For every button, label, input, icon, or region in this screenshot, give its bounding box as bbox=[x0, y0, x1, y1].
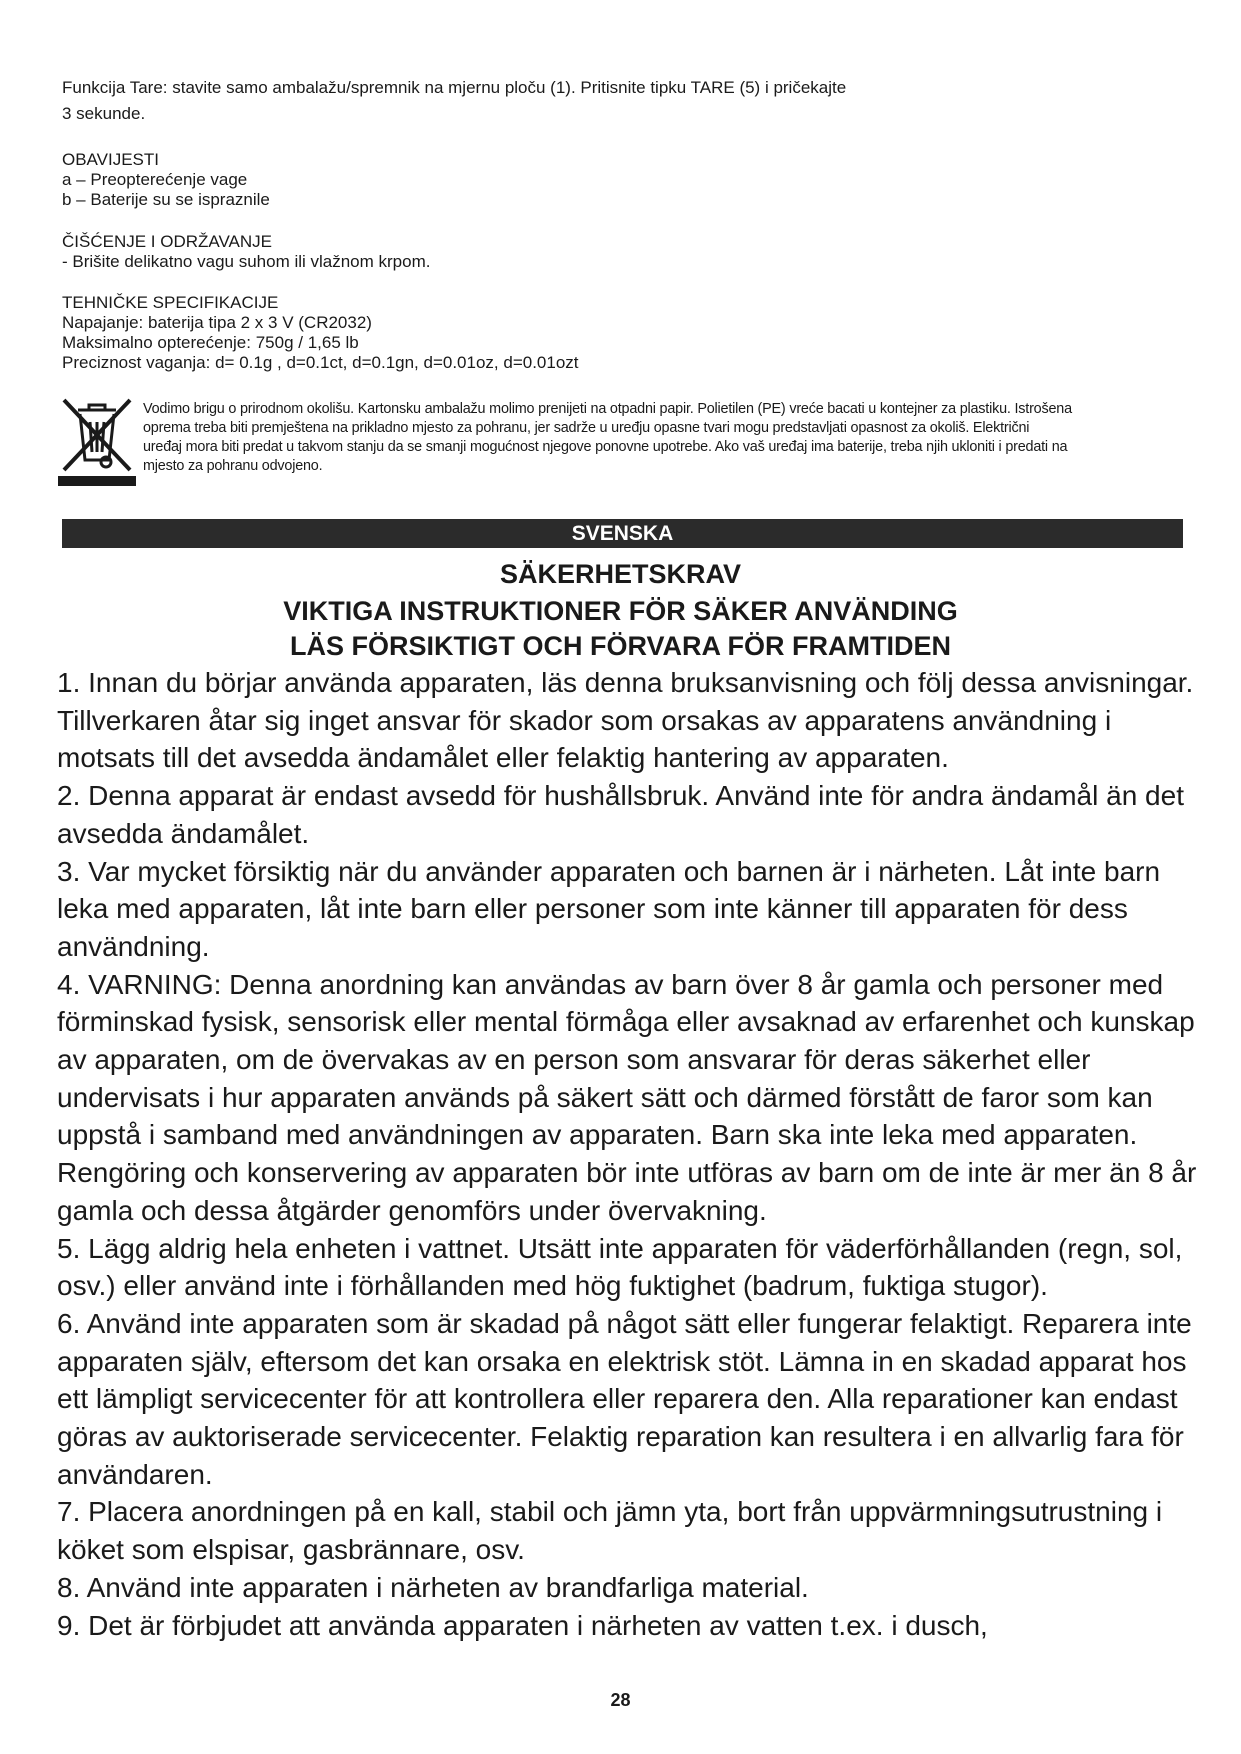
spec-load: Maksimalno opterećenje: 750g / 1,65 lb bbox=[62, 333, 359, 352]
weee-line-3: uređaj mora biti predat u takvom stanju da se smanji mogućnost njegove ponovne upotrebe. Ako vaš uređaj ima baterije, treba njih ukloniti i predati na bbox=[143, 439, 1068, 455]
spec-precision: Preciznost vaganja: d= 0.1g , d=0.1ct, d=0.1gn, d=0.01oz, d=0.01ozt bbox=[62, 353, 579, 372]
cleaning-text: - Brišite delikatno vagu suhom ili vlažnom krpom. bbox=[62, 252, 431, 271]
notice-a: a – Preopterećenje vage bbox=[62, 170, 248, 189]
crossed-bin-icon bbox=[58, 396, 136, 488]
body-line: motsats till det avsedda ändamålet eller felaktig hantering av apparaten. bbox=[57, 742, 949, 774]
body-line: 1. Innan du börjar använda apparaten, läs denna bruksanvisning och följ dessa anvisningar. bbox=[57, 667, 1194, 698]
cleaning-title: ČIŠĆENJE I ODRŽAVANJE bbox=[62, 232, 273, 251]
heading-important-instructions: VIKTIGA INSTRUKTIONER FÖR SÄKER ANVÄNDING bbox=[283, 596, 958, 626]
body-line: göras av auktoriserade servicecenter. Felaktig reparation kan resultera i en allvarlig fara för bbox=[57, 1421, 1184, 1453]
body-line: Rengöring och konservering av apparaten bör inte utföras av barn om de inte är mer än 8 år bbox=[57, 1157, 1197, 1189]
page-number: 28 bbox=[610, 1690, 631, 1710]
body-line: gamla och dessa åtgärder genomförs under övervakning. bbox=[57, 1194, 767, 1226]
body-line: 6. Använd inte apparaten som är skadad på något sätt eller fungerar felaktigt. Reparera inte bbox=[57, 1307, 1192, 1339]
body-line: 3. Var mycket försiktig när du använder apparaten och barnen är i närheten. Låt inte barn bbox=[57, 855, 1161, 887]
body-line: ett lämpligt servicecenter för att kontrollera eller reparera den. Alla reparationer kan endast bbox=[57, 1383, 1178, 1415]
safety-instructions-body bbox=[57, 664, 1207, 1644]
body-line: uppstå i samband med användningen av apparaten. Barn ska inte leka med apparaten. bbox=[57, 1119, 1138, 1151]
heading-safety-requirements: SÄKERHETSKRAV bbox=[499, 559, 742, 589]
body-line: 9. Det är förbjudet att använda apparaten i närheten av vatten t.ex. i dusch, bbox=[57, 1609, 988, 1641]
body-line: apparaten själv, eftersom det kan orsaka en elektrisk stöt. Lämna in en skadad apparat hos bbox=[57, 1345, 1187, 1377]
weee-line-4: mjesto za pohranu odvojeno. bbox=[143, 458, 323, 474]
body-line: 5. Lägg aldrig hela enheten i vattnet. Utsätt inte apparaten för väderförhållanden (regn, sol, bbox=[57, 1232, 1183, 1264]
spec-power: Napajanje: baterija tipa 2 x 3 V (CR2032) bbox=[62, 313, 372, 332]
body-line: användning. bbox=[57, 930, 210, 962]
body-line: Tillverkaren åtar sig inget ansvar för skador som orsakas av apparatens användning i bbox=[57, 704, 1112, 736]
body-line: undervisats i hur apparaten används på säkert sätt och därmed förstått de faror som kan bbox=[57, 1081, 1153, 1113]
body-line: 2. Denna apparat är endast avsedd för hushållsbruk. Använd inte för andra ändamål än det bbox=[57, 780, 1184, 812]
body-line: köket som elspisar, gasbrännare, osv. bbox=[57, 1534, 525, 1566]
notice-b: b – Baterije su se ispraznile bbox=[62, 190, 270, 209]
language-section-bar: SVENSKA bbox=[62, 519, 1183, 548]
body-line: 4. VARNING: Denna anordning kan användas av barn över 8 år gamla och personer med bbox=[57, 968, 1164, 1000]
body-line: 7. Placera anordningen på en kall, stabil och jämn yta, bort från uppvärmningsutrustning i bbox=[57, 1496, 1163, 1528]
body-line: leka med apparaten, låt inte barn eller personer som inte känner till apparaten för dess bbox=[57, 893, 1128, 925]
body-line: av apparaten, om de övervakas av en person som ansvarar för deras säkerhet eller bbox=[57, 1044, 1091, 1076]
body-line: 8. Använd inte apparaten i närheten av brandfarliga material. bbox=[57, 1571, 809, 1603]
tare-line-1: Funkcija Tare: stavite samo ambalažu/spremnik na mjernu ploču (1). Pritisnite tipku TARE (5) i pričekajte bbox=[62, 78, 847, 97]
body-line: avsedda ändamålet. bbox=[57, 817, 310, 849]
body-line: användaren. bbox=[57, 1458, 213, 1490]
body-line: förminskad fysisk, sensorisk eller mental förmåga eller avsaknad av erfarenhet och kunskap bbox=[57, 1006, 1195, 1038]
specs-title: TEHNIČKE SPECIFIKACIJE bbox=[62, 293, 279, 312]
weee-line-1: Vodimo brigu o prirodnom okolišu. Kartonsku ambalažu molimo prenijeti na otpadni papir. Polietilen (PE) vreće bacati u kontejner za plastiku. Istrošena bbox=[143, 401, 1072, 417]
heading-read-carefully: LÄS FÖRSIKTIGT OCH FÖRVARA FÖR FRAMTIDEN bbox=[290, 631, 951, 661]
body-line: osv.) eller använd inte i förhållanden med hög fuktighet (badrum, fuktiga stugor). bbox=[57, 1270, 1048, 1302]
notices-title: OBAVIJESTI bbox=[62, 150, 159, 169]
weee-line-2: oprema treba biti premještena na prikladno mjesto za pohranu, jer sadrže u uređju opasne tvari mogu predstavljati opasnost za okoliš. Električni bbox=[143, 420, 1030, 436]
tare-line-2: 3 sekunde. bbox=[62, 104, 146, 123]
